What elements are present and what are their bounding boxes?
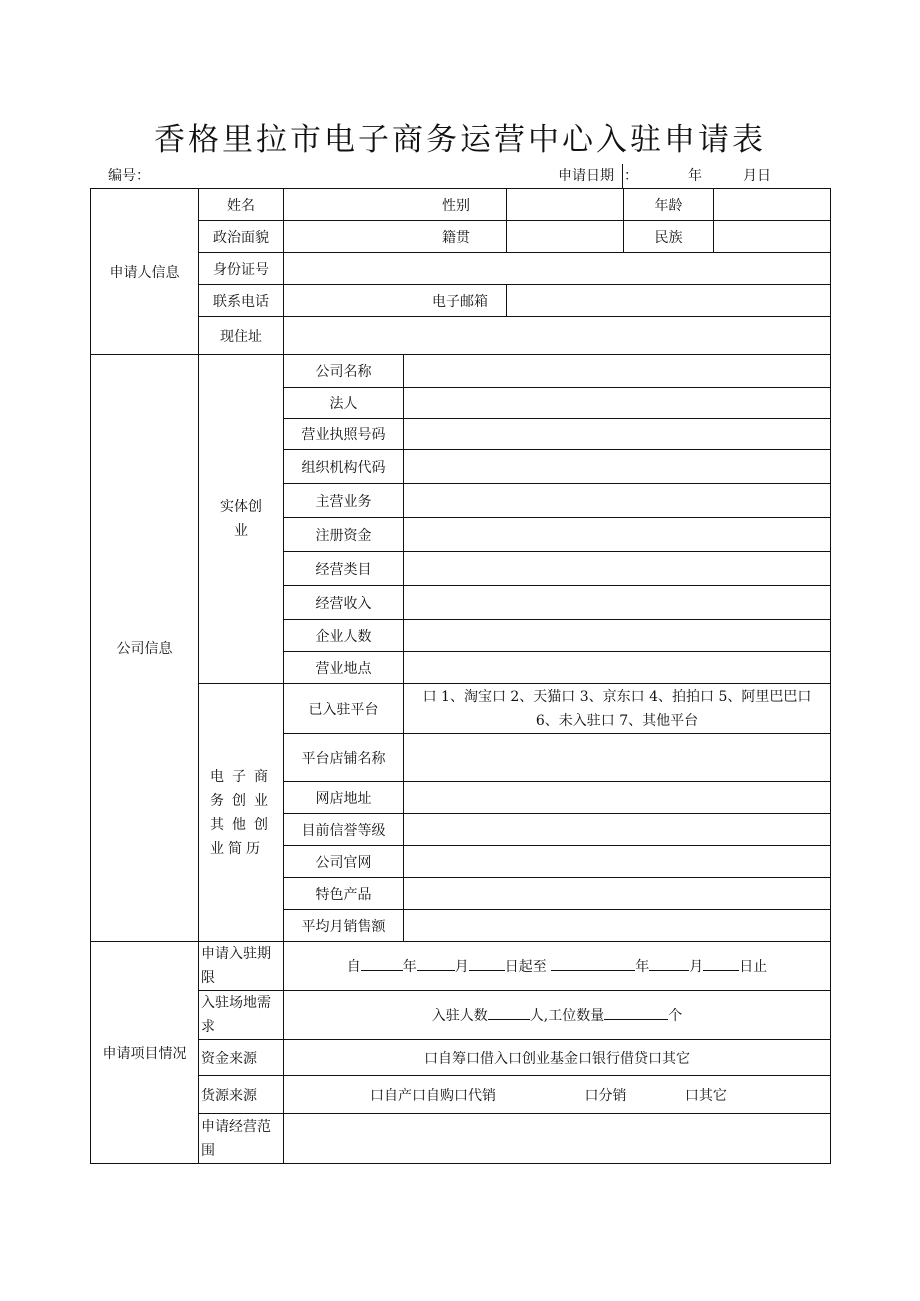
political-status-label: 政治面貌 [199, 221, 284, 253]
date-year-label: 年 [688, 168, 702, 184]
org-code-label: 组织机构代码 [284, 450, 404, 484]
org-code-field[interactable] [404, 450, 831, 484]
business-income-label: 经营收入 [284, 586, 404, 620]
monthly-sales-label: 平均月销售额 [284, 910, 404, 942]
business-location-field[interactable] [404, 652, 831, 684]
employee-count-field[interactable] [404, 620, 831, 652]
credit-level-field[interactable] [404, 814, 831, 846]
applicant-row-4 [91, 285, 831, 317]
funding-source-options[interactable]: 口自筹口借入口创业基金口银行借贷口其它 [284, 1040, 831, 1076]
platform-options[interactable]: 口 1、淘宝口 2、天猫口 3、京东口 4、拍拍口 5、阿里巴巴口 6、未入驻口 7、其他平台 [404, 684, 831, 734]
official-website-label: 公司官网 [284, 846, 404, 878]
name-label: 姓名 [199, 189, 284, 221]
period-field[interactable]: 自 年 月 日起至 年 月 日止 [284, 942, 831, 991]
shop-name-label: 平台店铺名称 [284, 734, 404, 782]
business-scope-label: 申请经营范围 [199, 1114, 284, 1164]
period-label: 申请入驻期限 [199, 942, 284, 991]
company-row [91, 355, 831, 388]
applicant-row-2 [91, 221, 831, 253]
project-row [91, 1040, 831, 1076]
goods-source-options[interactable]: 口自产口自购口代销 口分销 口其它 [284, 1076, 831, 1114]
featured-products-field[interactable] [404, 878, 831, 910]
applicant-row-1 [91, 189, 831, 221]
native-place-label: 籍贯 [284, 221, 507, 253]
business-scope-field[interactable] [284, 1114, 831, 1164]
project-row [91, 1076, 831, 1114]
form-title: 香格里拉市电子商务运营中心入驻申请表 [154, 122, 766, 158]
applicant-row-3 [91, 253, 831, 285]
legal-person-label: 法人 [284, 388, 404, 419]
project-row [91, 1114, 831, 1164]
gender-label: 性别 [284, 189, 507, 221]
gender-field[interactable] [507, 189, 624, 221]
id-number-field[interactable] [284, 253, 831, 285]
shop-url-label: 网店地址 [284, 782, 404, 814]
credit-level-label: 目前信誉等级 [284, 814, 404, 846]
email-field[interactable] [507, 285, 831, 317]
address-label: 现住址 [199, 317, 284, 355]
goods-source-label: 货源来源 [199, 1076, 284, 1114]
project-row [91, 942, 831, 991]
age-field[interactable] [714, 189, 831, 221]
age-label: 年龄 [624, 189, 714, 221]
funding-source-label: 资金来源 [199, 1040, 284, 1076]
space-field[interactable]: 入驻人数 人,工位数量 个 [284, 991, 831, 1040]
email-label: 电子邮箱 [284, 285, 507, 317]
applicant-row-5 [91, 317, 831, 355]
shop-name-field[interactable] [404, 734, 831, 782]
business-license-label: 营业执照号码 [284, 419, 404, 450]
legal-person-field[interactable] [404, 388, 831, 419]
date-divider [622, 164, 623, 188]
application-form-table [90, 188, 831, 1164]
project-section-label: 申请项目情况 [91, 942, 199, 1164]
project-row [91, 991, 831, 1040]
serial-number-label: 编号： [108, 168, 150, 184]
shop-url-field[interactable] [404, 782, 831, 814]
registered-capital-field[interactable] [404, 518, 831, 552]
main-business-label: 主营业务 [284, 484, 404, 518]
featured-products-label: 特色产品 [284, 878, 404, 910]
employee-count-label: 企业人数 [284, 620, 404, 652]
platform-label: 已入驻平台 [284, 684, 404, 734]
address-field[interactable] [284, 317, 831, 355]
date-colon: ： [624, 168, 638, 184]
ethnicity-field[interactable] [714, 221, 831, 253]
native-place-field[interactable] [507, 221, 624, 253]
company-name-label: 公司名称 [284, 355, 404, 388]
monthly-sales-field[interactable] [404, 910, 831, 942]
business-income-field[interactable] [404, 586, 831, 620]
main-business-field[interactable] [404, 484, 831, 518]
registered-capital-label: 注册资金 [284, 518, 404, 552]
ecommerce-row [91, 684, 831, 734]
business-location-label: 营业地点 [284, 652, 404, 684]
ethnicity-label: 民族 [624, 221, 714, 253]
business-category-field[interactable] [404, 552, 831, 586]
phone-label: 联系电话 [199, 285, 284, 317]
physical-business-label: 实体创业 [199, 355, 284, 684]
official-website-field[interactable] [404, 846, 831, 878]
business-category-label: 经营类目 [284, 552, 404, 586]
id-number-label: 身份证号 [199, 253, 284, 285]
applicant-section-label: 申请人信息 [91, 189, 199, 355]
ecommerce-experience-label: 电子商务创业其他创业简历 [199, 684, 284, 942]
date-month-day-label: 月日 [743, 168, 771, 184]
company-section-label: 公司信息 [91, 355, 199, 942]
company-name-field[interactable] [404, 355, 831, 388]
space-label: 入驻场地需求 [199, 991, 284, 1040]
business-license-field[interactable] [404, 419, 831, 450]
application-date-label: 申请日期 [558, 168, 614, 184]
